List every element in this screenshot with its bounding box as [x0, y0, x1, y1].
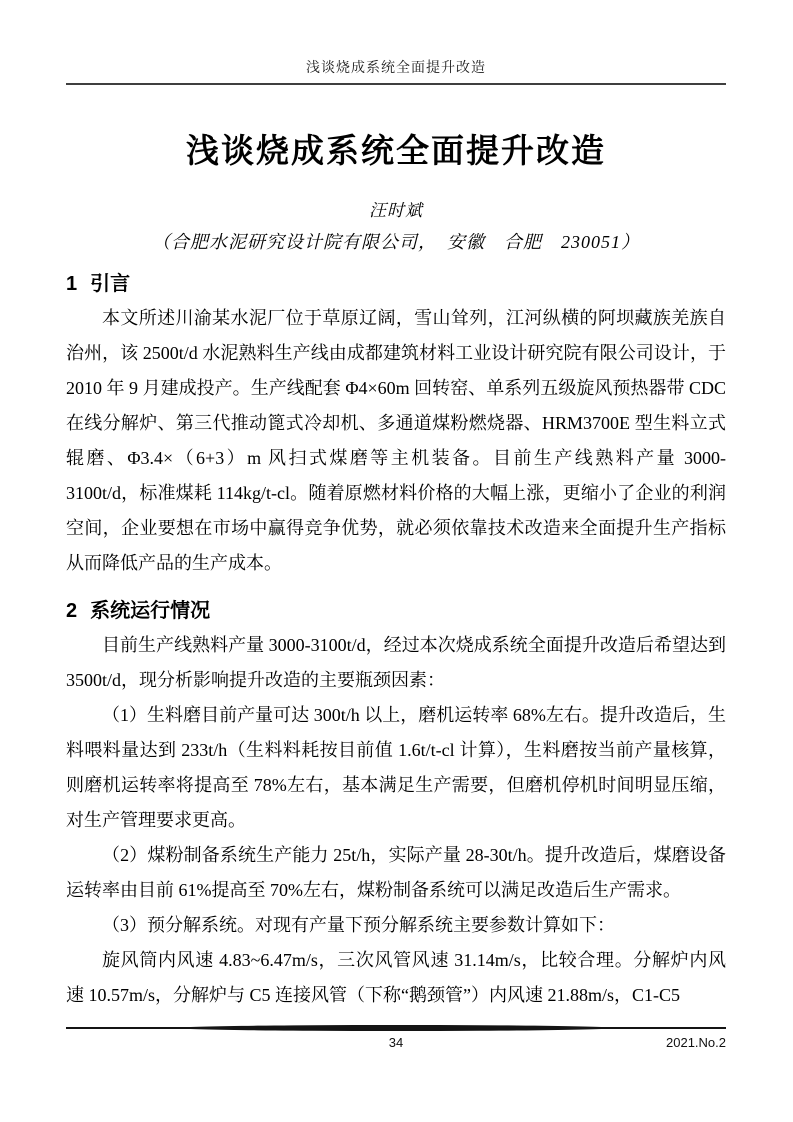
section-number: 2 — [66, 600, 78, 622]
footer-rule — [66, 1025, 726, 1032]
header-rule — [66, 83, 726, 85]
paragraph: （2）煤粉制备系统生产能力 25t/h，实际产量 28-30t/h。提升改造后，煤磨设备运转率由目前 61%提高至 70%左右，煤粉制备系统可以满足改造后生产需求。 — [66, 845, 726, 900]
section-title: 系统运行情况 — [90, 600, 211, 622]
paragraph: 旋风筒内风速 4.83~6.47m/s，三次风管风速 31.14m/s，比较合理。分解炉内风速 10.57m/s，分解炉与 C5 连接风管（下称“鹅颈管”）内风速 21.88m/s，C1-C5 — [66, 950, 726, 1005]
paragraph: （3）预分解系统。对现有产量下预分解系统主要参数计算如下： — [102, 915, 615, 935]
paragraph: 目前生产线熟料产量 3000-3100t/d，经过本次烧成系统全面提升改造后希望达到 3500t/d，现分析影响提升改造的主要瓶颈因素： — [66, 635, 726, 690]
paragraph: 本文所述川渝某水泥厂位于草原辽阔，雪山耸列，江河纵横的阿坝藏族羌族自治州，该 2500t/d 水泥熟料生产线由成都建筑材料工业设计研究院有限公司设计，于 2010 年 9 月建成投产。生产线配套 Φ4×60m 回转窑、单系列五级旋风预热器带 CDC 在线分解炉、第三代推动篦式冷却机、多通道煤粉燃烧器、HRM3700E 型生料立式辊磨、Φ3.4×（6+3）m 风扫式煤磨等主机装备。目前生产线熟料产量 3000-3100t/d，标准煤耗 114kg/t-cl。随着原燃材料价格的大幅上涨，更缩小了企业的利润空间，企业要想在市场中赢得竞争优势，就必须依靠技术改造来全面提升生产指标从而降低产品的生产成本。 — [66, 308, 726, 573]
section-system-operation — [66, 598, 726, 1013]
section-introduction — [66, 271, 726, 581]
footer-meta — [66, 1035, 726, 1050]
section-heading — [66, 271, 726, 297]
footer-rule-bulge — [178, 1025, 614, 1031]
paragraph: （1）生料磨目前产量可达 300t/h 以上，磨机运转率 68%左右。提升改造后，生料喂料量达到 233t/h（生料料耗按目前值 1.6t/t-cl 计算），生料磨按当前产量核算，则磨机运转率将提高至 78%左右，基本满足生产需要，但磨机停机时间明显压缩，对生产管理要求更高。 — [66, 705, 726, 830]
section-number: 1 — [66, 273, 78, 295]
page-footer — [66, 1025, 726, 1050]
article-title: 浅谈烧成系统全面提升改造 — [186, 132, 606, 169]
page-number: 34 — [388, 1035, 404, 1050]
article-affiliation: （合肥水泥研究设计院有限公司， 安徽 合肥 230051） — [152, 232, 640, 252]
section-heading — [66, 598, 726, 624]
article-author: 汪时斌 — [369, 201, 423, 220]
running-head-title: 浅谈烧成系统全面提升改造 — [306, 61, 486, 76]
issue-number: 2021.No.2 — [666, 1035, 726, 1050]
section-title: 引言 — [90, 273, 131, 295]
